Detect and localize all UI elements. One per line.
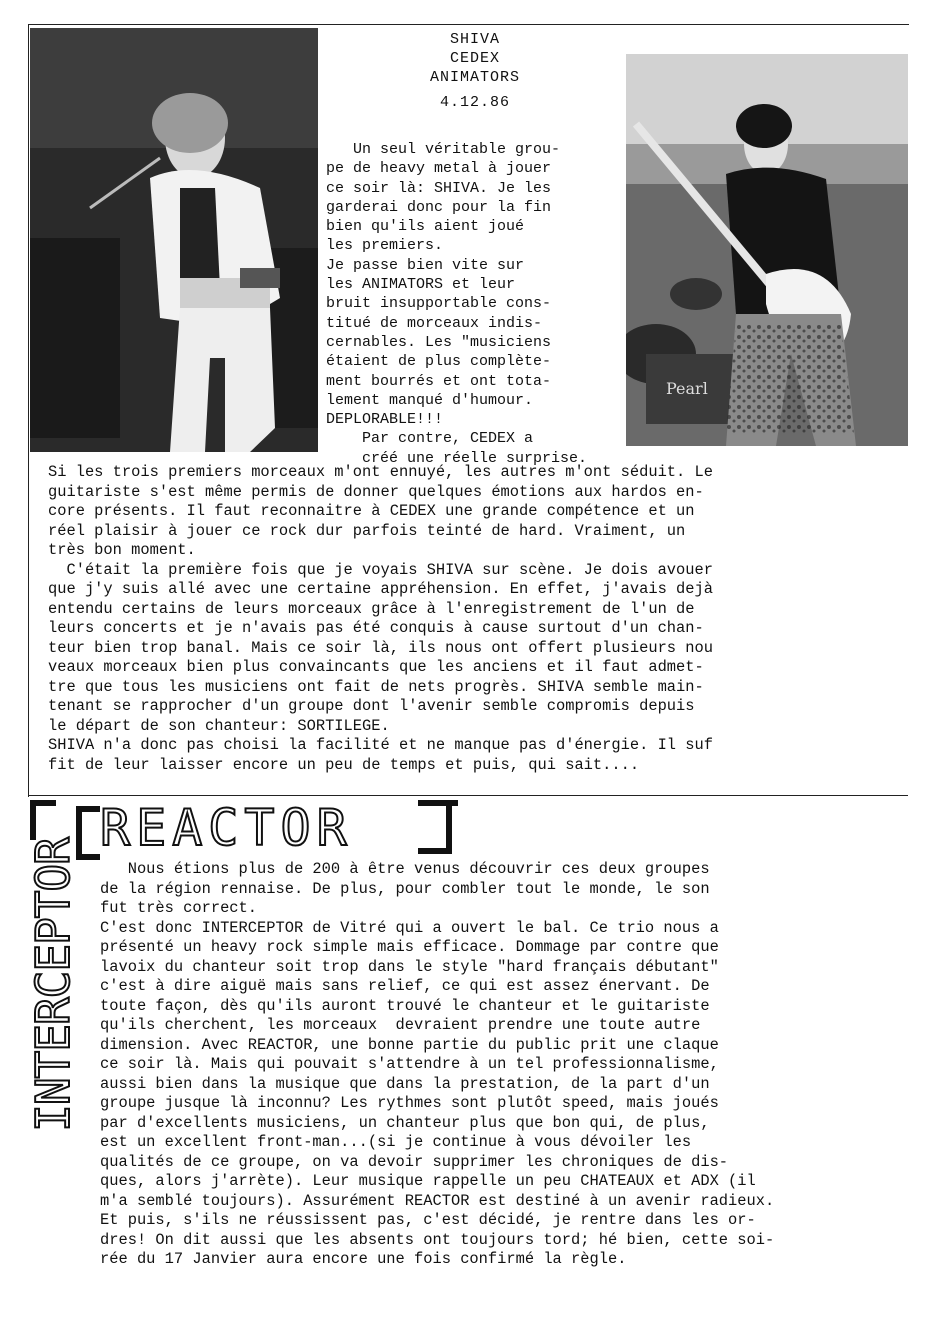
interceptor-title-wrap bbox=[26, 800, 80, 1170]
interceptor-title: INTERCEPTOR bbox=[26, 838, 80, 1132]
reactor-title: REACTOR bbox=[100, 799, 353, 857]
concert-header bbox=[330, 30, 620, 112]
svg-text:Pearl: Pearl bbox=[666, 379, 708, 398]
band-shiva: SHIVA bbox=[449, 31, 500, 48]
column-paragraph: Un seul véritable grou- pe de heavy metal à jouer ce soir là: SHIVA. Je les garderai donc pour la fin bien qu'ils aient joué les premiers. Je passe bien vite sur les ANIMATORS et leur bruit insupportable cons- titué de morceaux indis- cernables. Les "musiciens étaient de plus complète- ment bourrés et ont tota- lement manqué d'humour. DEPLORABLE!!! Par contre, CEDEX a créé une réelle surprise. bbox=[326, 141, 588, 467]
title-bracket-right bbox=[418, 806, 452, 854]
singer-photo bbox=[30, 28, 318, 452]
bassist-photo bbox=[626, 54, 908, 446]
band-animators: ANIMATORS bbox=[429, 69, 520, 86]
reactor-review-paragraph: Nous étions plus de 200 à être venus découvrir ces deux groupes de la région rennaise. De plus, pour combler tout le monde, le son fut très correct. C'est donc INTERCEPTOR de Vitré qui a ouvert le bal. Ce trio nous a présenté un heavy rock simple mais efficace. Dommage par contre que lavoix du chanteur soit trop dans le style "hard français débutant" c'est à dire aiguë mais sans relief, ce qui est assez énervant. De toute façon, dès qu'ils auront trouvé le chanteur et le guitariste qu'ils cherchent, les morceaux devraient prendre une toute autre dimension. Avec REACTOR, une bonne partie du public prit une claque ce soir là. Mais qui pouvait s'attendre à un tel professionnalisme, aussi bien dans la musique que dans la prestation, de la part d'un groupe jusque là inconnu? Les rythmes sont plutôt speed, mais joués par d'excellents musiciens, un chanteur plus que bon qui, de plus, est un excellent front-man...(si je continue à vous dévoiler les qualités de ce groupe, on va devoir supprimer les chroniques de dis- ques, alors j'arrète). Leur musique rappelle un peu CHATEAUX et ADX (il m'a semblé toujours). Assurément REACTOR est destiné à un avenir radieux. Et puis, s'ils ne réussissent pas, c'est décidé, je rentre dans les or- dres! On dit aussi que les absents ont toujours tord; hé bien, cette soi- rée du 17 Janvier aura encore une fois confirmé la règle. bbox=[100, 860, 775, 1268]
section-divider bbox=[28, 795, 908, 796]
bassist-figure bbox=[626, 54, 908, 446]
concert-date: 4.12.86 bbox=[439, 94, 510, 111]
singer-figure bbox=[30, 28, 318, 452]
review-paragraph: Si les trois premiers morceaux m'ont ennuyé, les autres m'ont séduit. Le guitariste s'est même permis de donner quelques émotions aux hardos en- core présents. Il faut reconnaitre à CEDEX une grande compétence et un réel plaisir à jouer ce rock dur parfois teinté de hard. Vraiment, un très bon moment. C'était la première fois que je voyais SHIVA sur scène. Je dois avouer que j'y suis allé avec une certaine appréhension. En effet, j'avais dejà entendu certains de leurs morceaux grâce à l'enregistrement de l'un de leurs concerts et je n'avais pas été conquis à cause surtout d'un chan- teur bien trop banal. Mais ce soir là, ils nous ont offert plusieurs nou veaux morceaux bien plus convaincants que les anciens et il faut admet- tre que tous les musiciens ont fait de nets progrès. SHIVA semble main- tenant se rapprocher d'un groupe dont l'avenir semble compromis depuis le départ de son chanteur: SORTILEGE. SHIVA n'a donc pas choisi la facilité et ne manque pas d'énergie. Il suf fit de leur laisser encore un peu de temps et puis, qui sait.... bbox=[48, 463, 713, 774]
band-cedex: CEDEX bbox=[449, 50, 500, 67]
